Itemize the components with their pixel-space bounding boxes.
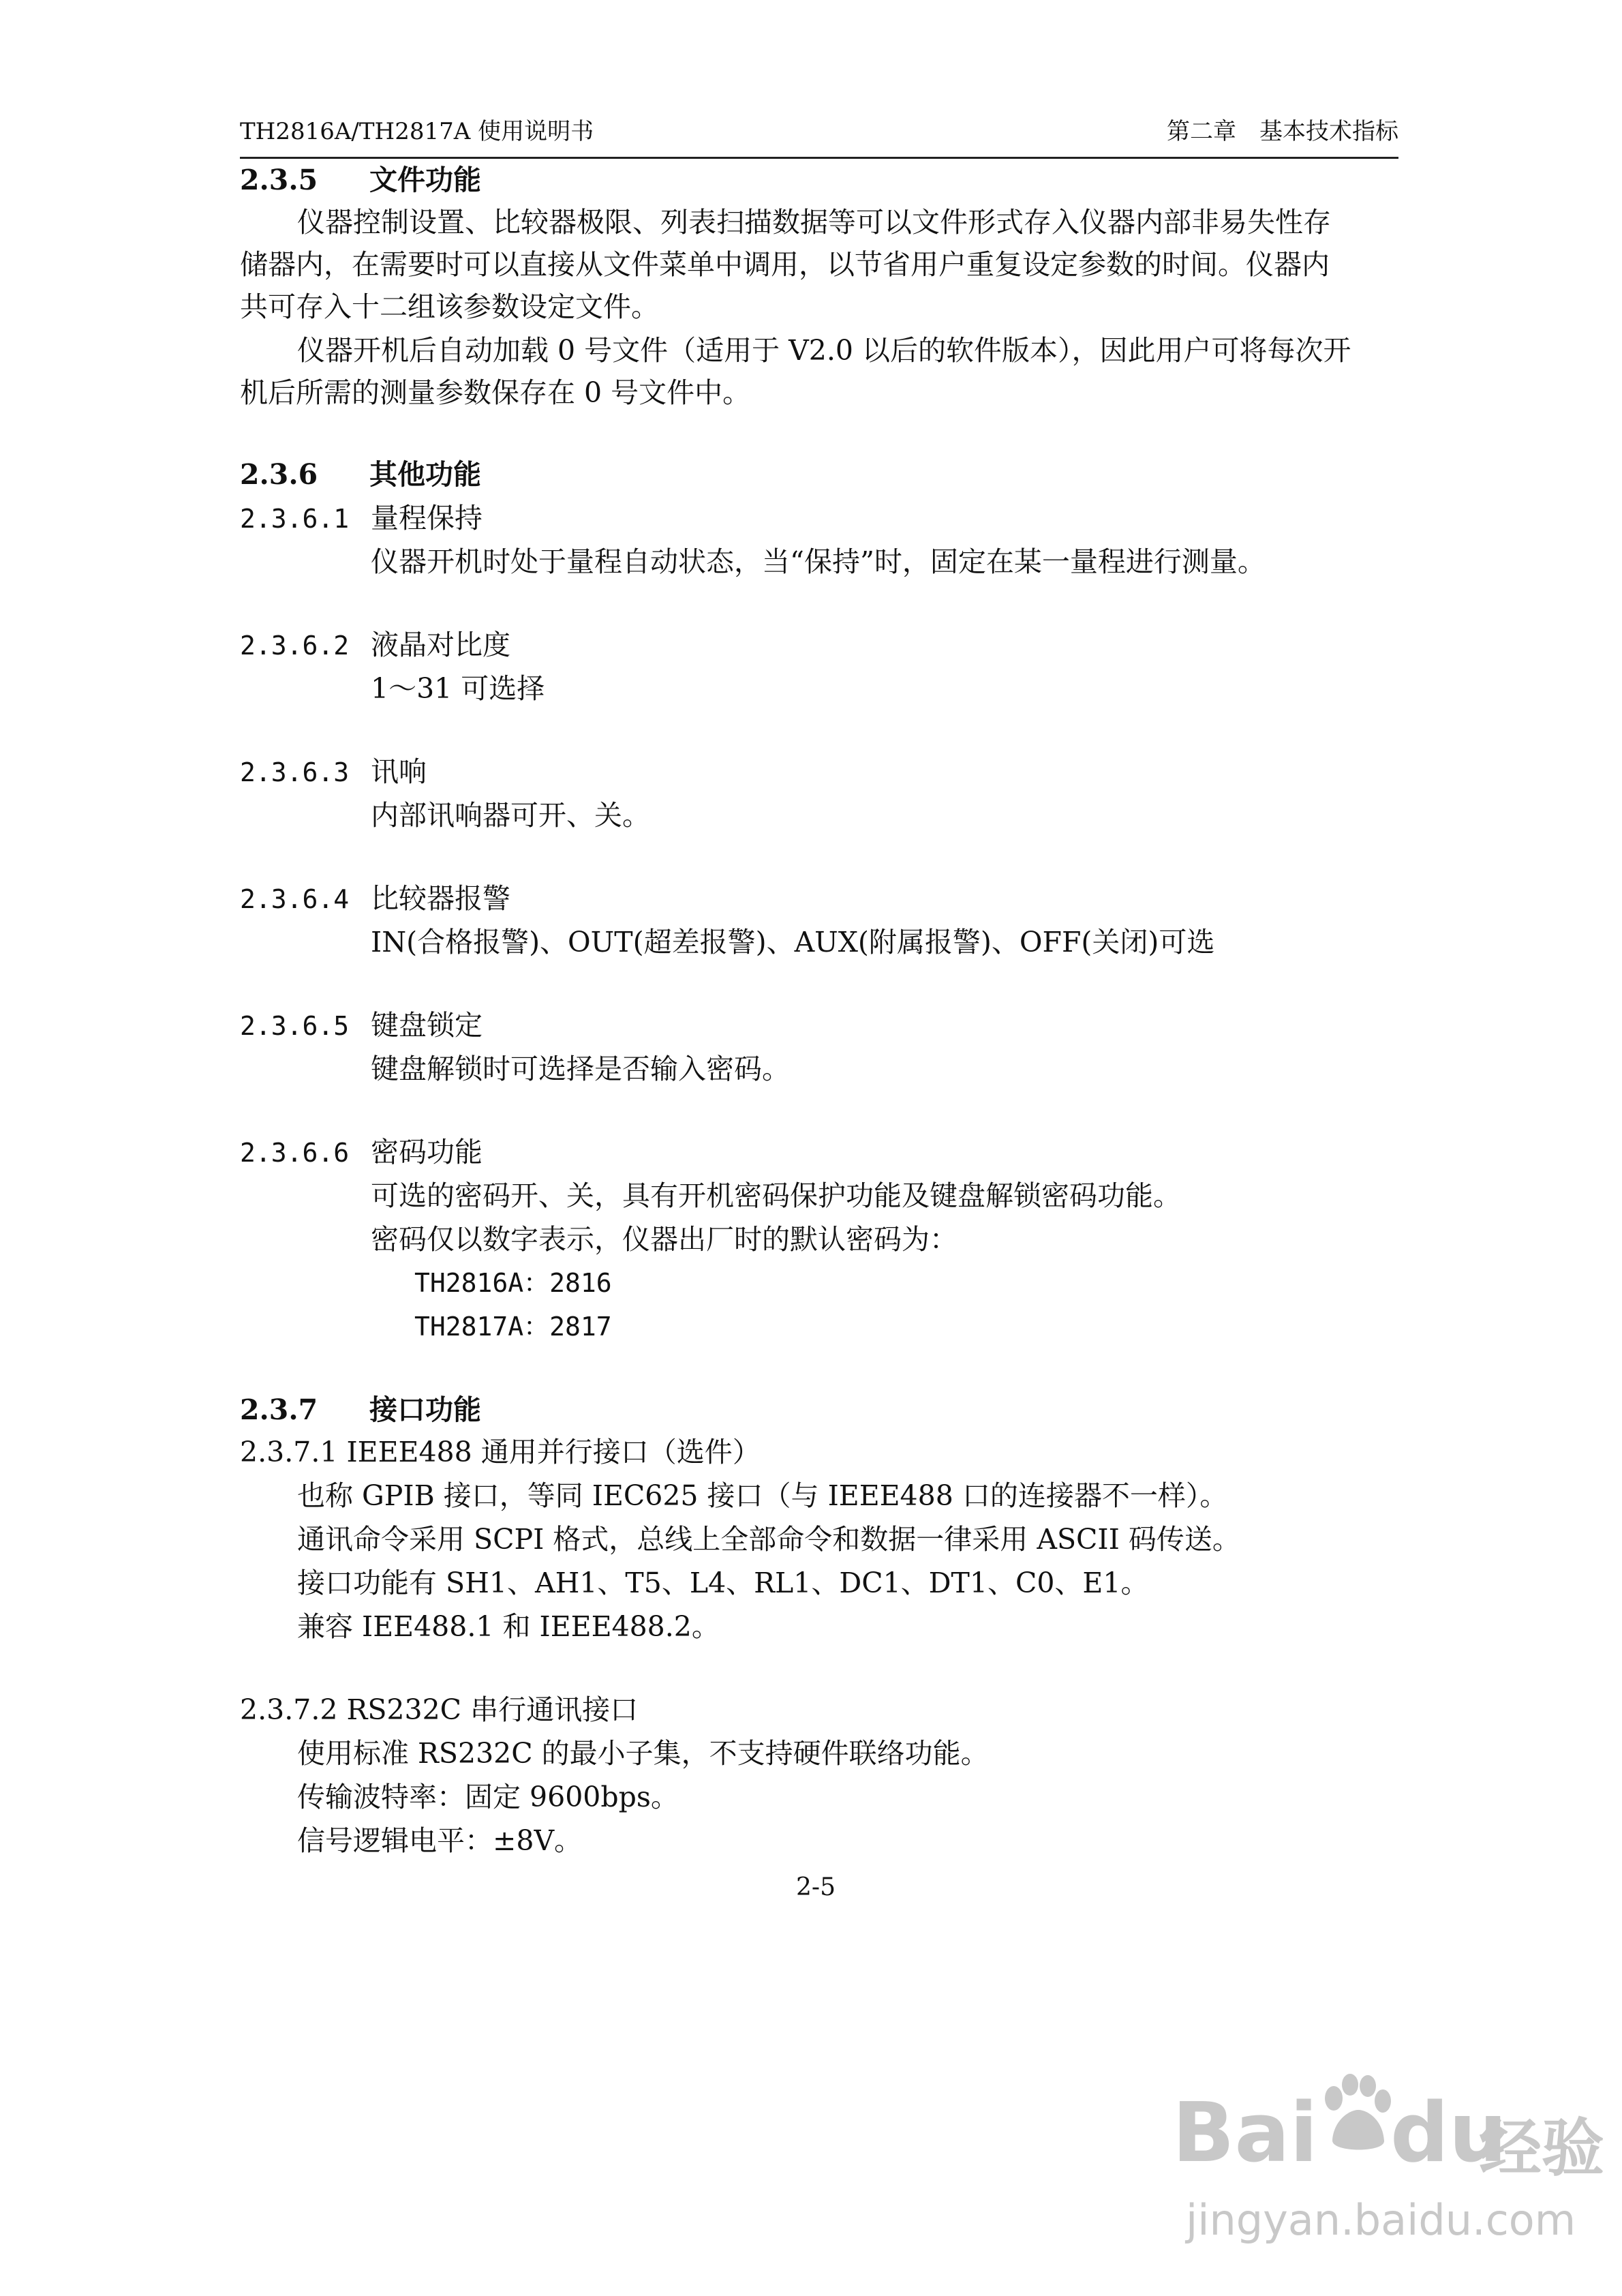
section-number: 2.3.6	[240, 458, 318, 491]
default-password-th2817a: TH2817A：2817	[414, 1312, 612, 1342]
section-2-3-5-heading	[240, 161, 481, 199]
subsection-title: 量程保持	[371, 502, 483, 534]
subsection-title: 比较器报警	[371, 882, 510, 915]
paragraph-line: 共可存入十二组该参数设定文件。	[240, 290, 659, 323]
section-title: 其他功能	[369, 458, 481, 491]
section-2-3-6-heading	[240, 455, 481, 494]
baidu-watermark	[1159, 2045, 1605, 2263]
watermark-cn: 经验	[1479, 2112, 1605, 2185]
subsection-number: 2.3.6.1	[240, 504, 350, 534]
subsection-title: 讯响	[371, 755, 427, 788]
section-number: 2.3.7	[240, 1393, 318, 1426]
header-manual-title: TH2816A/TH2817A 使用说明书	[240, 118, 594, 145]
paragraph-line: 仪器控制设置、比较器极限、列表扫描数据等可以文件形式存入仪器内部非易失性存	[297, 206, 1331, 239]
watermark-brand-du: du	[1390, 2086, 1508, 2181]
subsection-number: 2.3.6.2	[240, 631, 350, 661]
item-text: IN(合格报警)、OUT(超差报警)、AUX(附属报警)、OFF(关闭)可选	[371, 926, 1215, 958]
subsection-heading	[240, 1133, 483, 1172]
subsection-heading	[240, 499, 483, 538]
subsection-heading	[240, 753, 427, 791]
item-text: 内部讯响器可开、关。	[371, 799, 650, 832]
subsection-title: 键盘锁定	[371, 1009, 483, 1042]
subsection-heading	[240, 1006, 483, 1045]
item-text: 传输波特率：固定 9600bps。	[297, 1781, 679, 1813]
subsection-title: 液晶对比度	[371, 629, 510, 661]
header-chapter-title: 第二章 基本技术指标	[1167, 118, 1398, 145]
paw-icon	[1319, 2072, 1394, 2154]
interface-rs232c-heading: 2.3.7.2 RS232C 串行通讯接口	[240, 1693, 639, 1726]
item-text: 也称 GPIB 接口，等同 IEC625 接口（与 IEEE488 口的连接器不一样）。	[297, 1479, 1228, 1512]
section-2-3-7-heading	[240, 1391, 481, 1429]
subsection-number: 2.3.6.4	[240, 884, 350, 914]
page-header	[240, 108, 1398, 159]
item-text: 接口功能有 SH1、AH1、T5、L4、RL1、DC1、DT1、C0、E1。	[297, 1567, 1149, 1599]
default-password-th2816a: TH2816A：2816	[414, 1268, 612, 1298]
item-text: 键盘解锁时可选择是否输入密码。	[371, 1053, 790, 1085]
subsection-number: 2.3.6.3	[240, 757, 350, 787]
subsection-number: 2.3.6.5	[240, 1011, 350, 1041]
subsection-heading	[240, 626, 510, 665]
item-text: 密码仅以数字表示，仪器出厂时的默认密码为：	[371, 1223, 958, 1256]
item-text: 信号逻辑电平：±8V。	[297, 1824, 583, 1857]
subsection-heading	[240, 879, 510, 918]
page-number: 2-5	[796, 1873, 836, 1901]
section-title: 接口功能	[369, 1393, 481, 1426]
item-text: 仪器开机时处于量程自动状态，当“保持”时，固定在某一量程进行测量。	[371, 545, 1266, 578]
section-number: 2.3.5	[240, 164, 318, 196]
paragraph-line: 储器内，在需要时可以直接从文件菜单中调用，以节省用户重复设定参数的时间。仪器内	[240, 248, 1330, 281]
paragraph-line: 机后所需的测量参数保存在 0 号文件中。	[240, 376, 751, 409]
interface-ieee488-heading: 2.3.7.1 IEEE488 通用并行接口（选件）	[240, 1436, 761, 1468]
paragraph-line: 仪器开机后自动加载 0 号文件（适用于 V2.0 以后的软件版本），因此用户可将每次开	[297, 334, 1351, 367]
subsection-title: 密码功能	[371, 1136, 483, 1168]
item-text: 使用标准 RS232C 的最小子集，不支持硬件联络功能。	[297, 1737, 989, 1770]
item-text: 兼容 IEE488.1 和 IEEE488.2。	[297, 1610, 720, 1643]
item-text: 通讯命令采用 SCPI 格式，总线上全部命令和数据一律采用 ASCII 码传送。	[297, 1523, 1240, 1556]
subsection-number: 2.3.6.6	[240, 1138, 350, 1168]
section-title: 文件功能	[369, 164, 481, 196]
watermark-brand: Bai	[1172, 2086, 1318, 2181]
item-text: 1～31 可选择	[371, 672, 545, 705]
watermark-url: jingyan.baidu.com	[1186, 2195, 1576, 2245]
item-text: 可选的密码开、关，具有开机密码保护功能及键盘解锁密码功能。	[371, 1179, 1181, 1212]
